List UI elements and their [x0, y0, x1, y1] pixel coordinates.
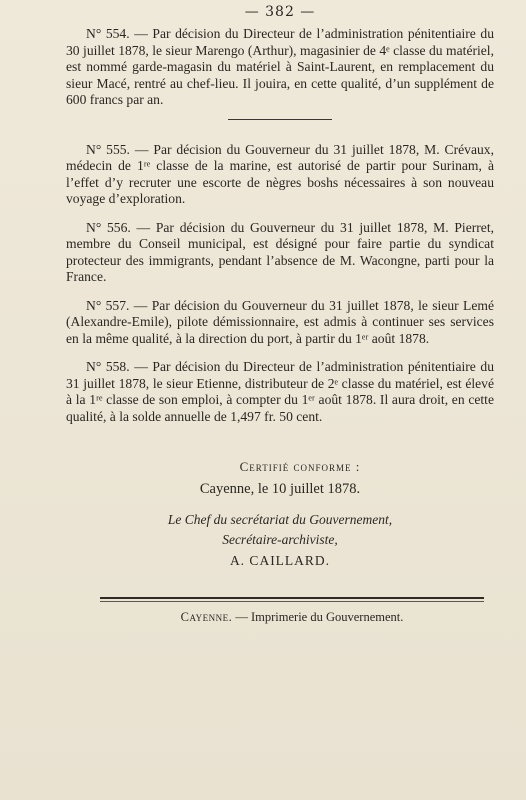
imprint-printer: Imprimerie du Gouvernement. — [251, 610, 404, 624]
entry-556: N° 556. — Par décision du Gouverneur du 31 juillet 1878, M. Pierret, membre du Conseil municipal, est désigné pour faire partie du syndicat protecteur des immigrants, pendant l’absence de M. Wacongne, parti pour la France. — [66, 219, 494, 284]
certification-role-secondary: Secrétaire-archiviste, — [222, 532, 338, 547]
section-divider — [228, 119, 332, 120]
entry-555: N° 555. — Par décision du Gouverneur du 31 juillet 1878, M. Crévaux, médecin de 1ʳᵉ classe de la marine, est autorisé de partir pour Surinam, à l’effet d’y recruter une escorte de nègres boshs nécessaires à son nouveau voyage d’exploration. — [66, 141, 494, 206]
certification-role: Le Chef du secrétariat du Gouvernement, — [167, 512, 393, 527]
imprint-separator: — — [232, 610, 251, 624]
imprint-city: Cayenne. — [180, 610, 233, 624]
certification-signatory: A. CAILLARD. — [229, 553, 331, 568]
printer-imprint — [66, 610, 494, 625]
entry-557: N° 557. — Par décision du Gouverneur du 31 juillet 1878, le sieur Lemé (Alexandre-Emile), pilote démissionnaire, est admis à continuer ses services en la même qualité, à la direction du port, à partir du 1ᵉʳ août 1878. — [66, 297, 494, 346]
entry-554: N° 554. — Par décision du Directeur de l’administration pénitentiaire du 30 juillet 1878, le sieur Marengo (Arthur), magasinier de 4ᵉ classe du matériel, est nommé garde-magasin du matériel à Saint-Laurent, en remplacement du sieur Macé, rentré au chef-lieu. Il jouira, en cette qualité, d’un supplément de 600 francs par an. — [66, 26, 494, 107]
certification-place-date: Cayenne, le 10 juillet 1878. — [199, 481, 361, 497]
page-number: — 382 — — [244, 4, 316, 20]
entry-558: N° 558. — Par décision du Directeur de l’administration pénitentiaire du 31 juillet 1878, le sieur Etienne, distributeur de 2ᵉ classe du matériel, est élevé à la 1ʳᵉ classe de son emploi, à compter du 1ᵉʳ août 1878. Il aura droit, en cette qualité, à la solde annuelle de 1,497 fr. 50 cent. — [66, 359, 494, 424]
certification-title: Certifié conforme : — [239, 459, 361, 474]
certification-block — [66, 459, 494, 569]
footer-rule — [100, 597, 484, 602]
